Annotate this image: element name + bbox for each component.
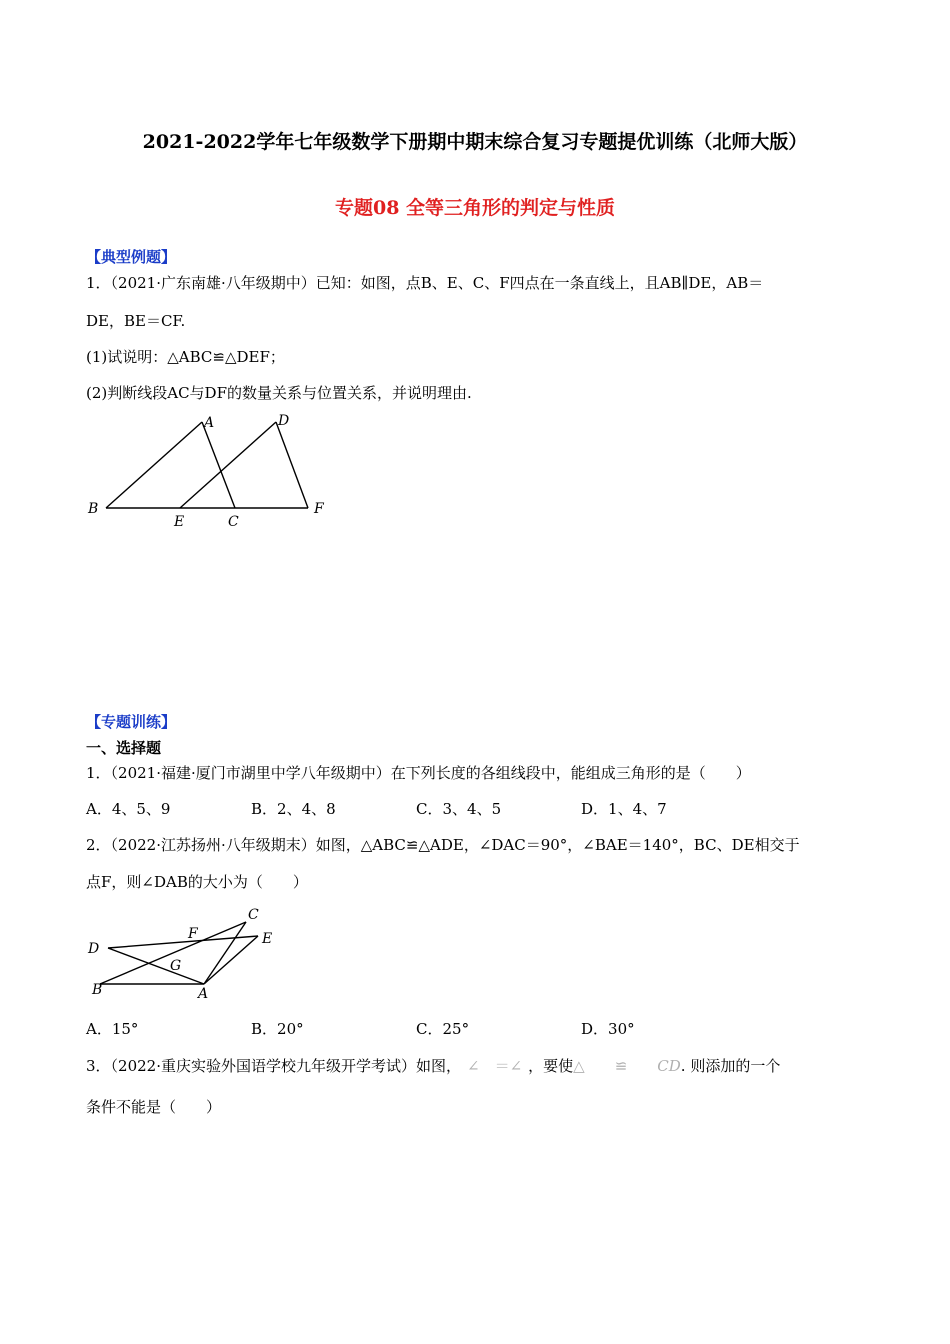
topic-title: 专题08 全等三角形的判定与性质 bbox=[334, 197, 616, 219]
label-b: B bbox=[92, 982, 103, 998]
example-q1-part1: (1)试说明：△ABC≌△DEF； bbox=[86, 348, 285, 366]
label-c: C bbox=[228, 514, 239, 530]
segment-ed bbox=[180, 422, 276, 508]
q3-angle-condition: ∠ ＝∠ bbox=[467, 1057, 523, 1075]
q2-option-a: A．15° bbox=[86, 1020, 139, 1038]
segment-df bbox=[276, 422, 308, 508]
training-q1-text: 1．（2021·福建·厦门市湖里中学八年级期中）在下列长度的各组线段中，能组成三角形的是（ ） bbox=[86, 764, 751, 782]
training-q3-line2: 条件不能是（ ） bbox=[86, 1098, 222, 1116]
example-section-label: 【典型例题】 bbox=[86, 248, 177, 266]
q2-option-d: D．30° bbox=[581, 1020, 635, 1038]
example-figure-triangles bbox=[80, 405, 340, 535]
q1-option-b: B．2、4、8 bbox=[251, 800, 336, 818]
q1-option-c: C．3、4、5 bbox=[416, 800, 502, 818]
q1-option-d: D．1、4、7 bbox=[581, 800, 667, 818]
training-q2-line2: 点F，则∠DAB的大小为（ ） bbox=[86, 873, 308, 891]
label-a: A bbox=[198, 986, 209, 1002]
label-g: G bbox=[170, 958, 182, 974]
segment-ab bbox=[106, 422, 202, 508]
q3-segment-cd: CD bbox=[657, 1057, 681, 1075]
training-q2-line1: 2．（2022·江苏扬州·八年级期末）如图，△ABC≌△ADE，∠DAC＝90°，∠BAE＝140°，BC、DE相交于 bbox=[86, 836, 800, 854]
training-q3-line1 bbox=[86, 1055, 780, 1076]
q2-figure bbox=[80, 898, 290, 1008]
example-q1-part2: (2)判断线段AC与DF的数量关系与位置关系，并说明理由. bbox=[86, 384, 472, 402]
q2-option-c: C．25° bbox=[416, 1020, 470, 1038]
label-b: B bbox=[88, 501, 99, 517]
q3-intro: 3．（2022·重庆实验外国语学校九年级开学考试）如图， bbox=[86, 1057, 461, 1075]
training-section-label: 【专题训练】 bbox=[86, 713, 177, 731]
segment-da bbox=[108, 948, 204, 984]
label-f: F bbox=[314, 501, 324, 517]
q3-line1-tail: . 则添加的一个 bbox=[680, 1057, 781, 1075]
q2-option-b: B．20° bbox=[251, 1020, 304, 1038]
q3-congruent-symbol: ≌ bbox=[614, 1057, 628, 1075]
example-q1-line1: 1．（2021·广东南雄·八年级期中）已知：如图，点B、E、C、F四点在一条直线上，且AB∥DE，AB＝ bbox=[86, 274, 764, 292]
label-d: D bbox=[278, 413, 290, 429]
label-d: D bbox=[88, 941, 100, 957]
q3-requirement: ，要使 bbox=[528, 1057, 574, 1075]
choice-heading: 一、选择题 bbox=[86, 739, 162, 757]
example-q1-line2: DE，BE＝CF. bbox=[86, 312, 186, 330]
q3-triangle-symbol: △ bbox=[573, 1057, 585, 1075]
q1-option-a: A．4、5、9 bbox=[86, 800, 171, 818]
document-title: 2021-2022学年七年级数学下册期中期末综合复习专题提优训练（北师大版） bbox=[142, 131, 808, 153]
label-c: C bbox=[248, 907, 259, 923]
label-e: E bbox=[262, 931, 273, 947]
label-e: E bbox=[174, 514, 185, 530]
label-f: F bbox=[188, 926, 198, 942]
label-a: A bbox=[204, 415, 215, 431]
segment-ac bbox=[202, 422, 235, 508]
